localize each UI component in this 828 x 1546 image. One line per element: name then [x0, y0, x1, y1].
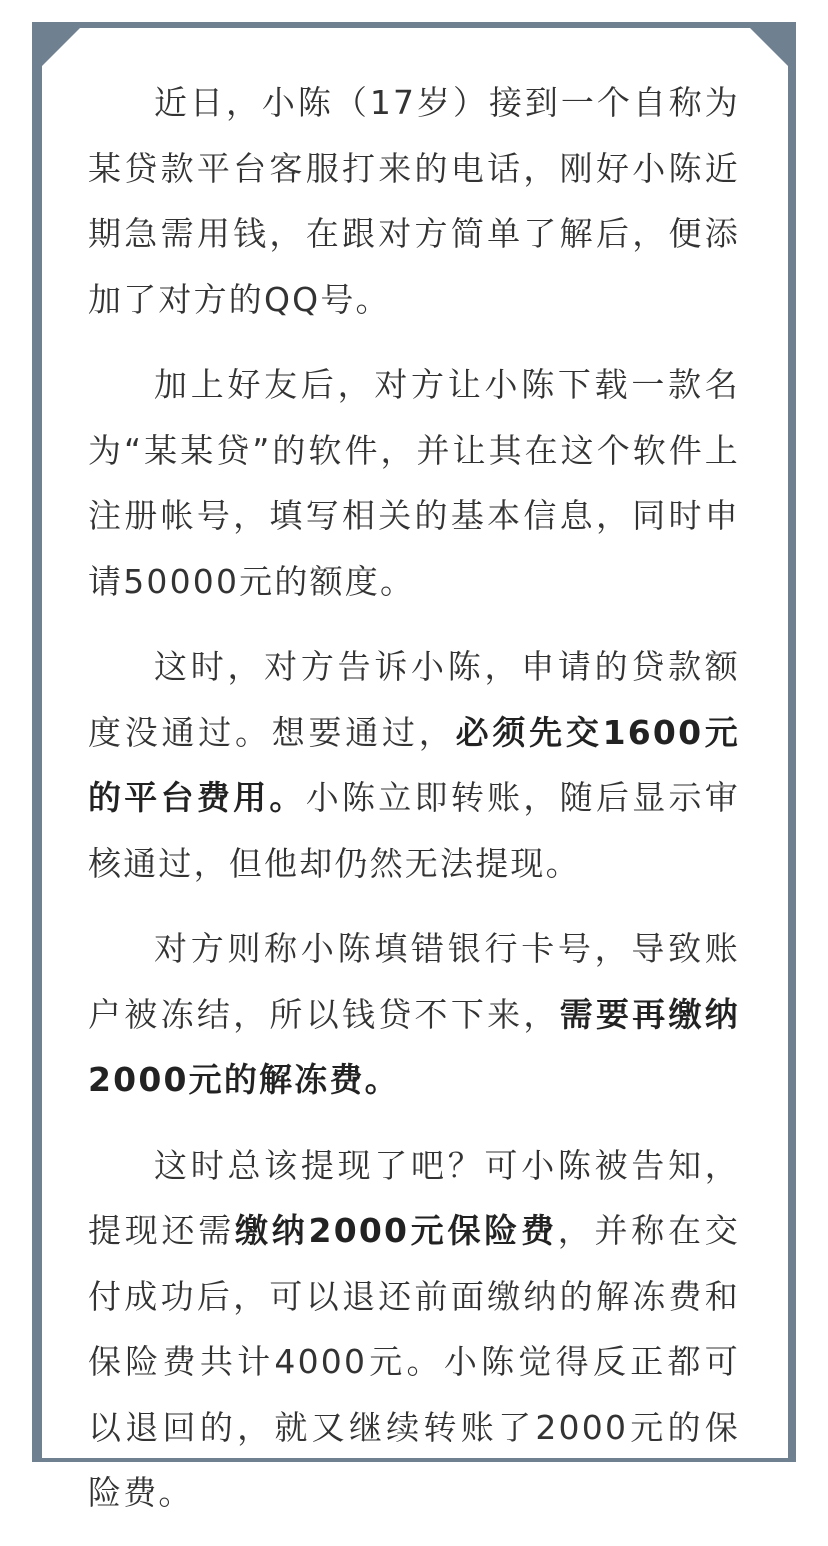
emphasis-text: 缴纳2000元保险费 — [235, 1211, 558, 1250]
paragraph-text: 加上好友后，对方让小陈下载一款名为“某某贷”的软件，并让其在这个软件上注册帐号，填写相关的基本信息，同时申请50000元的额度。 — [88, 365, 740, 601]
paragraph-2 — [88, 352, 740, 614]
corner-decoration-left — [42, 28, 80, 66]
paragraph-3 — [88, 634, 740, 896]
emphasis-text: 需要再缴纳2000元的解冻费。 — [88, 994, 740, 1099]
paragraph-4 — [88, 916, 740, 1113]
paragraph-1 — [88, 70, 740, 332]
paragraph-text: 对方则称小陈填错银行卡号，导致账户被冻结，所以钱贷不下来， — [88, 929, 740, 1034]
paragraph-text: 小陈立即转账，随后显示审核通过，但他却仍然无法提现。 — [88, 778, 741, 883]
paragraph-text: 这时，对方告诉小陈，申请的贷款额度没通过。想要通过， — [88, 647, 740, 752]
article-body — [88, 70, 740, 1546]
paragraph-text: ，并称在交付成功后，可以退还前面缴纳的解冻费和保险费共计4000元。小陈觉得反正都可以退回的，就又继续转账了2000元的保险费。 — [88, 1211, 740, 1512]
paragraph-text: 这时总该提现了吧？可小陈被告知，提现还需 — [88, 1145, 740, 1250]
paragraph-5 — [88, 1133, 740, 1526]
emphasis-text: 必须先交1600元的平台费用。 — [88, 712, 740, 817]
paragraph-text: 近日，小陈（17岁）接到一个自称为某贷款平台客服打来的电话，刚好小陈近期急需用钱，在跟对方简单了解后，便添加了对方的QQ号。 — [88, 83, 740, 319]
corner-decoration-right — [750, 28, 788, 66]
